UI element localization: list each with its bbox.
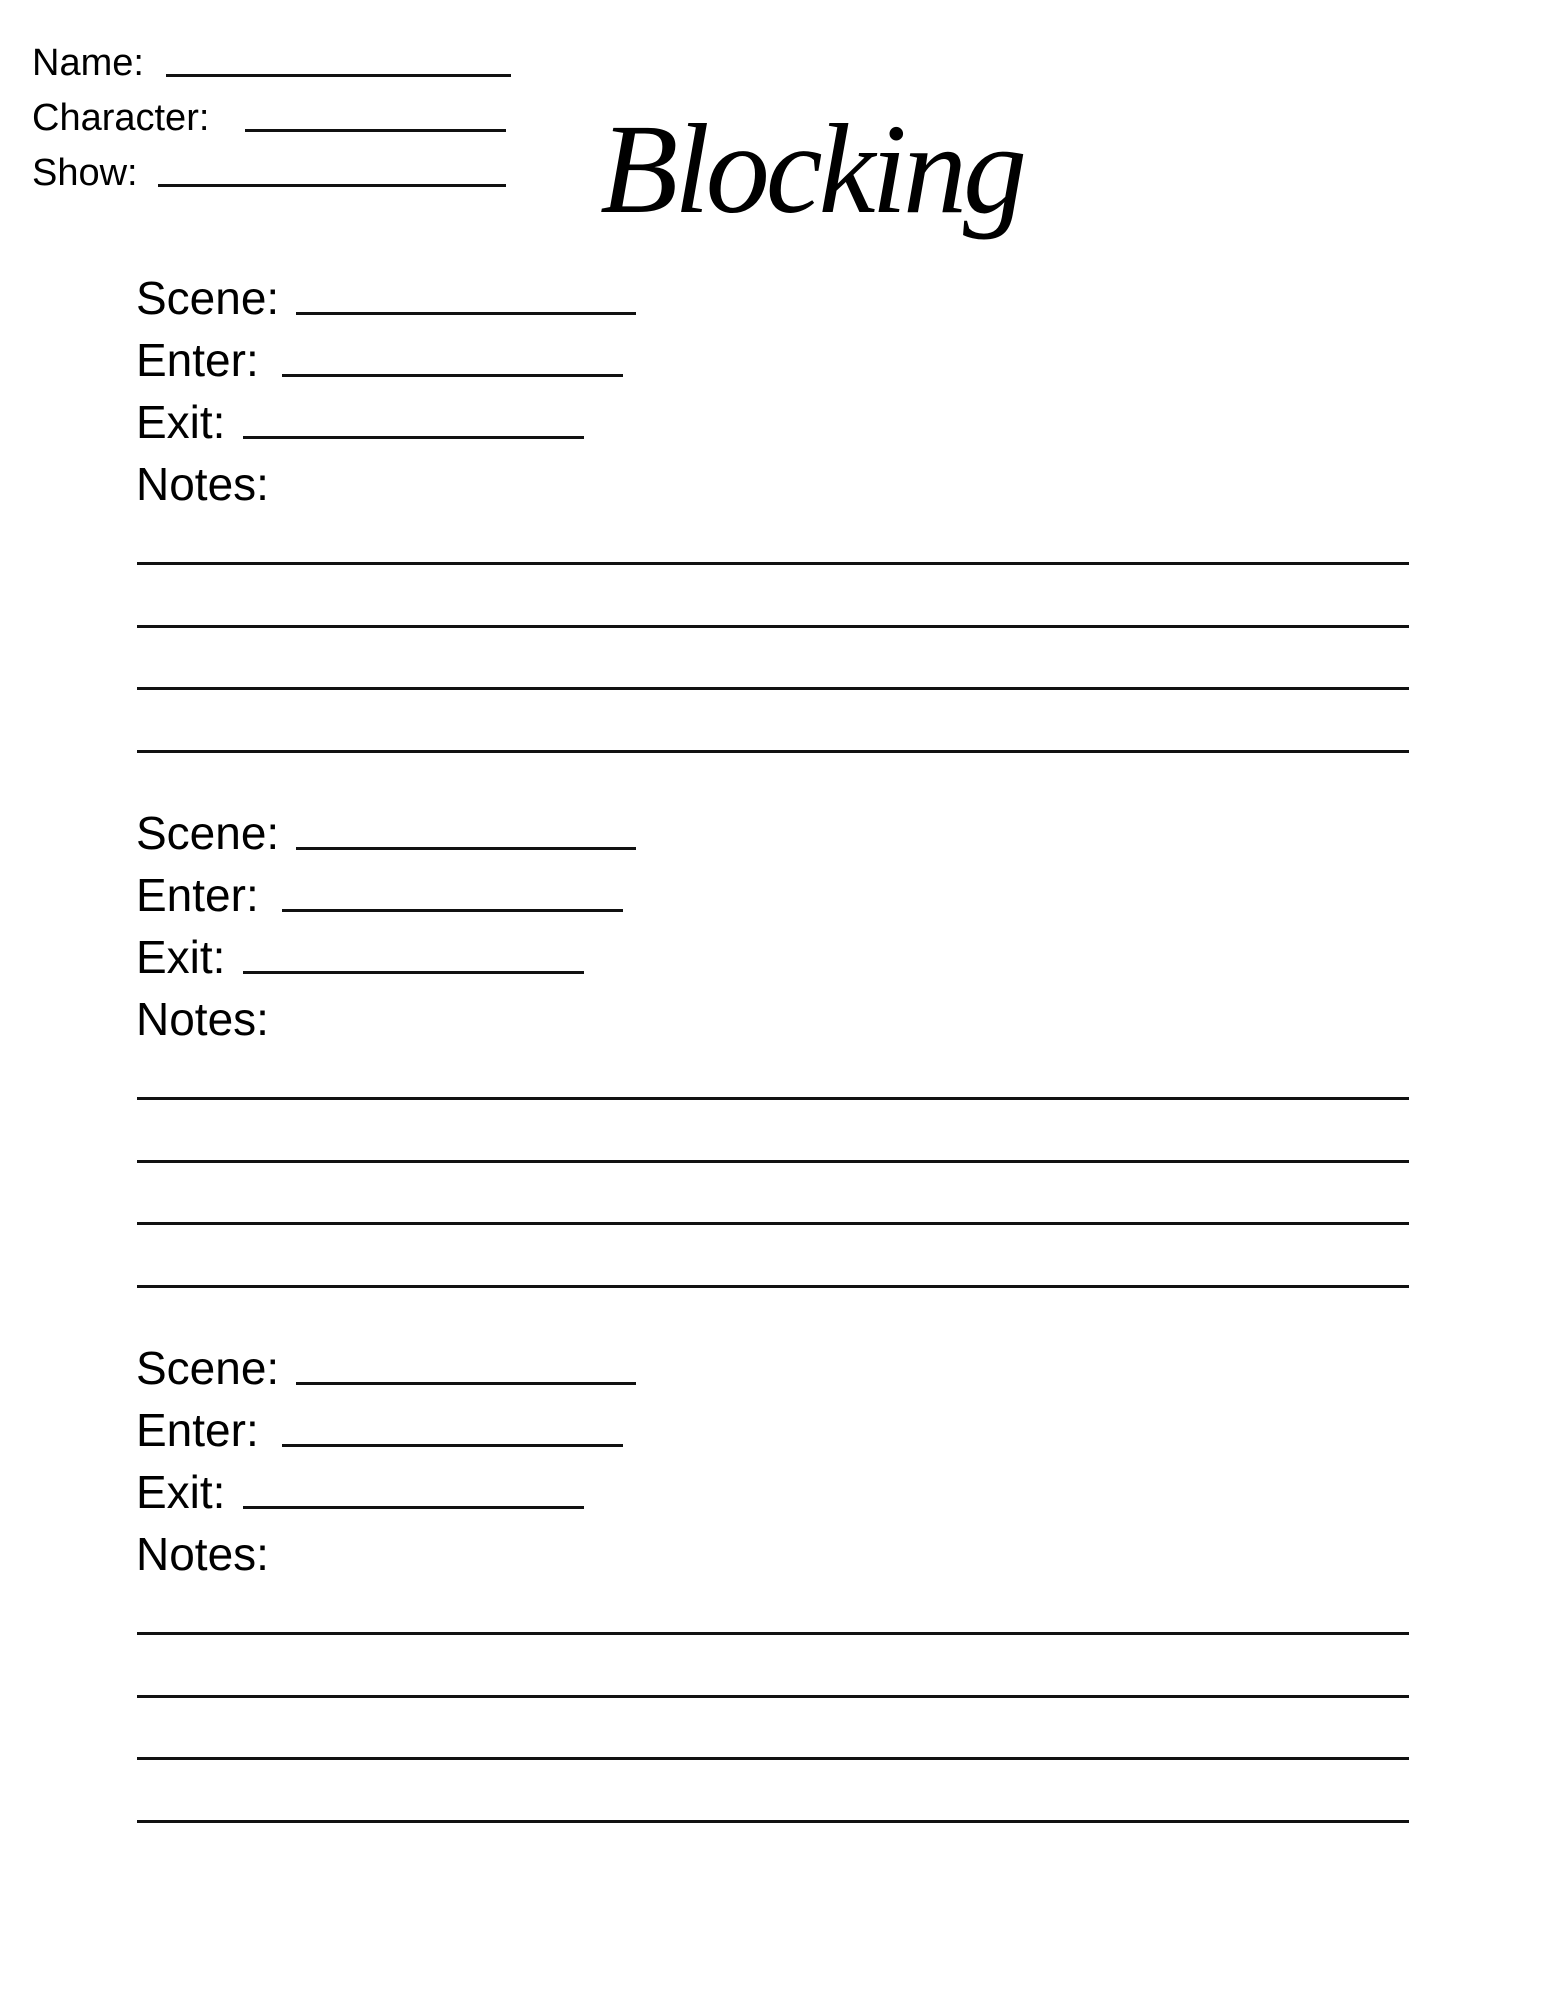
notes-line[interactable] — [137, 1820, 1409, 1823]
exit-label: Exit: — [136, 1466, 226, 1518]
enter-field[interactable] — [282, 1444, 623, 1447]
scene-label: Scene: — [136, 272, 280, 324]
exit-field[interactable] — [243, 436, 584, 439]
exit-field[interactable] — [243, 1506, 584, 1509]
notes-label: Notes: — [136, 458, 269, 510]
notes-label: Notes: — [136, 1528, 269, 1580]
exit-field[interactable] — [243, 971, 584, 974]
scene-field[interactable] — [296, 312, 636, 315]
scene-field[interactable] — [296, 847, 636, 850]
exit-label: Exit: — [136, 396, 226, 448]
enter-label: Enter: — [136, 1404, 259, 1456]
blocking-section — [0, 535, 1545, 1055]
enter-field[interactable] — [282, 909, 623, 912]
enter-label: Enter: — [136, 334, 259, 386]
notes-label: Notes: — [136, 993, 269, 1045]
notes-line[interactable] — [137, 1757, 1409, 1760]
blocking-section — [0, 1070, 1545, 1590]
enter-field[interactable] — [282, 374, 623, 377]
exit-label: Exit: — [136, 931, 226, 983]
page-title: Blocking — [600, 98, 1023, 240]
enter-label: Enter: — [136, 869, 259, 921]
blocking-section — [0, 0, 1545, 520]
notes-line[interactable] — [137, 1695, 1409, 1698]
scene-field[interactable] — [296, 1382, 636, 1385]
notes-line[interactable] — [137, 1632, 1409, 1635]
character-label: Character: — [32, 97, 210, 139]
name-label: Name: — [32, 42, 144, 84]
scene-label: Scene: — [136, 807, 280, 859]
scene-label: Scene: — [136, 1342, 280, 1394]
show-label: Show: — [32, 152, 138, 194]
